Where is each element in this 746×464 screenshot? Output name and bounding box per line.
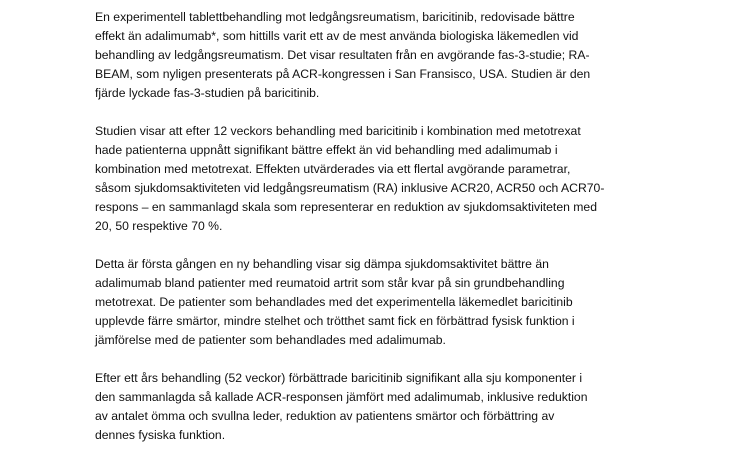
paragraph-1 — [95, 8, 695, 103]
text-line: dennes fysiska funktion. — [95, 428, 226, 442]
text-line: Detta är första gången en ny behandling visar sig dämpa sjukdomsaktivitet bättre än — [95, 257, 549, 271]
text-line: kombination med metotrexat. Effekten utvärderades via ett flertal avgörande parametrar, — [95, 162, 571, 176]
text-line: 20, 50 respektive 70 %. — [95, 219, 223, 233]
text-line: av antalet ömma och svullna leder, reduktion av patientens smärtor och förbättring av — [95, 409, 555, 423]
text-line: BEAM, som nyligen presenterats på ACR-kongressen i San Fransisco, USA. Studien är den — [95, 67, 591, 81]
text-line: behandling av ledgångsreumatism. Det visar resultaten från en avgörande fas-3-studie; RA- — [95, 48, 590, 62]
paragraph-4 — [95, 369, 695, 445]
text-line: jämförelse med de patienter som behandlades med adalimumab. — [95, 333, 446, 347]
paragraph-3 — [95, 255, 695, 350]
text-line: fjärde lyckade fas-3-studien på baricitinib. — [95, 86, 320, 100]
text-line: såsom sjukdomsaktiviteten vid ledgångsreumatism (RA) inklusive ACR20, ACR50 och ACR70- — [95, 181, 605, 195]
text-line: effekt än adalimumab*, som hittills varit ett av de mest använda biologiska läkemedlen vid — [95, 29, 579, 43]
text-line: respons – en sammanlagd skala som representerar en reduktion av sjukdomsaktiviteten med — [95, 200, 597, 214]
paragraph-2 — [95, 122, 695, 236]
article-body — [95, 8, 695, 464]
text-line: hade patienterna uppnått signifikant bättre effekt än vid behandling med adalimumab i — [95, 143, 558, 157]
text-line: den sammanlagda så kallade ACR-responsen jämfört med adalimumab, inklusive reduktion — [95, 390, 588, 404]
text-line: adalimumab bland patienter med reumatoid artrit som står kvar på sin grundbehandling — [95, 276, 565, 290]
text-line: metotrexat. De patienter som behandlades med det experimentella läkemedlet baricitinib — [95, 295, 573, 309]
text-line: Efter ett års behandling (52 veckor) förbättrade baricitinib signifikant alla sju komponenter i — [95, 371, 583, 385]
text-line: upplevde färre smärtor, mindre stelhet och trötthet samt fick en förbättrad fysisk funktion i — [95, 314, 575, 328]
text-line: En experimentell tablettbehandling mot ledgångsreumatism, baricitinib, redovisade bättre — [95, 10, 575, 24]
text-line: Studien visar att efter 12 veckors behandling med baricitinib i kombination med metotrexat — [95, 124, 581, 138]
